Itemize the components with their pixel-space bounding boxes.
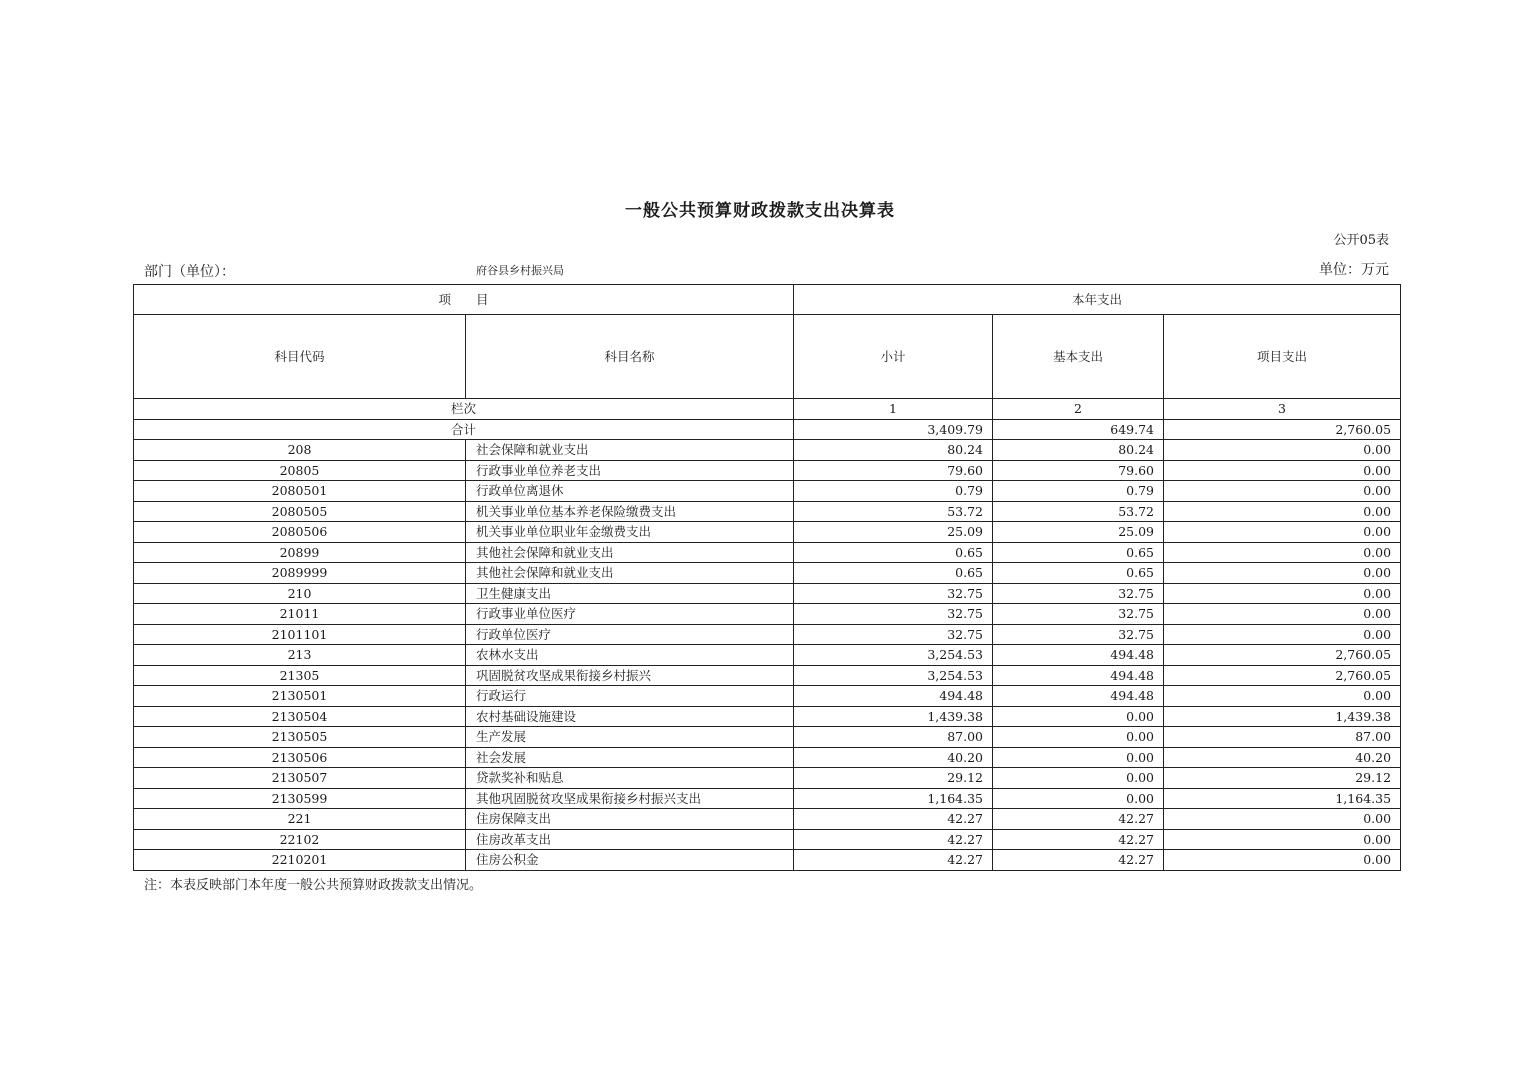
table-row xyxy=(134,583,1401,604)
row-name: 其他巩固脱贫攻坚成果衔接乡村振兴支出 xyxy=(466,788,794,809)
row-subtotal: 494.48 xyxy=(794,686,993,707)
row-project: 0.00 xyxy=(1164,522,1401,543)
table-row xyxy=(134,624,1401,645)
row-project: 0.00 xyxy=(1164,501,1401,522)
header-row-top xyxy=(134,285,1401,315)
table-row xyxy=(134,829,1401,850)
row-project: 0.00 xyxy=(1164,542,1401,563)
row-basic: 0.00 xyxy=(993,768,1164,789)
row-code: 2080505 xyxy=(134,501,466,522)
row-project: 0.00 xyxy=(1164,686,1401,707)
row-name: 住房改革支出 xyxy=(466,829,794,850)
table-row xyxy=(134,747,1401,768)
row-subtotal: 0.79 xyxy=(794,481,993,502)
row-name: 社会发展 xyxy=(466,747,794,768)
row-basic: 25.09 xyxy=(993,522,1164,543)
row-basic: 0.00 xyxy=(993,747,1164,768)
row-basic: 494.48 xyxy=(993,645,1164,666)
row-code: 208 xyxy=(134,440,466,461)
table-row xyxy=(134,522,1401,543)
row-subtotal: 25.09 xyxy=(794,522,993,543)
row-name: 行政单位医疗 xyxy=(466,624,794,645)
total-project: 2,760.05 xyxy=(1164,419,1401,440)
row-subtotal: 3,254.53 xyxy=(794,645,993,666)
column-number-1: 1 xyxy=(794,399,993,420)
column-number-label: 栏次 xyxy=(134,399,794,420)
row-code: 20805 xyxy=(134,460,466,481)
row-project: 1,439.38 xyxy=(1164,706,1401,727)
row-project: 2,760.05 xyxy=(1164,645,1401,666)
header-subtotal: 小计 xyxy=(794,315,993,399)
column-number-3: 3 xyxy=(1164,399,1401,420)
row-subtotal: 32.75 xyxy=(794,624,993,645)
row-basic: 0.00 xyxy=(993,727,1164,748)
row-subtotal: 1,439.38 xyxy=(794,706,993,727)
row-project: 0.00 xyxy=(1164,440,1401,461)
row-subtotal: 32.75 xyxy=(794,583,993,604)
row-name: 生产发展 xyxy=(466,727,794,748)
page-title: 一般公共预算财政拨款支出决算表 xyxy=(625,201,895,221)
row-name: 巩固脱贫攻坚成果衔接乡村振兴 xyxy=(466,665,794,686)
row-project: 0.00 xyxy=(1164,809,1401,830)
row-code: 2080501 xyxy=(134,481,466,502)
row-project: 0.00 xyxy=(1164,850,1401,871)
row-project: 2,760.05 xyxy=(1164,665,1401,686)
row-code: 21305 xyxy=(134,665,466,686)
row-name: 农林水支出 xyxy=(466,645,794,666)
row-name: 卫生健康支出 xyxy=(466,583,794,604)
row-code: 20899 xyxy=(134,542,466,563)
header-name: 科目名称 xyxy=(466,315,794,399)
table-row xyxy=(134,768,1401,789)
row-subtotal: 42.27 xyxy=(794,850,993,871)
row-name: 行政事业单位医疗 xyxy=(466,604,794,625)
table-row xyxy=(134,788,1401,809)
table-row xyxy=(134,645,1401,666)
column-number-2: 2 xyxy=(993,399,1164,420)
header-project: 项目支出 xyxy=(1164,315,1401,399)
table-row xyxy=(134,481,1401,502)
table-row xyxy=(134,563,1401,584)
row-code: 210 xyxy=(134,583,466,604)
row-name: 其他社会保障和就业支出 xyxy=(466,563,794,584)
row-subtotal: 42.27 xyxy=(794,829,993,850)
row-basic: 42.27 xyxy=(993,850,1164,871)
row-subtotal: 29.12 xyxy=(794,768,993,789)
column-number-row xyxy=(134,399,1401,420)
total-subtotal: 3,409.79 xyxy=(794,419,993,440)
row-project: 0.00 xyxy=(1164,460,1401,481)
row-project: 0.00 xyxy=(1164,583,1401,604)
header-current-year: 本年支出 xyxy=(794,285,1401,315)
row-subtotal: 3,254.53 xyxy=(794,665,993,686)
row-basic: 42.27 xyxy=(993,829,1164,850)
row-basic: 0.00 xyxy=(993,788,1164,809)
row-code: 2130506 xyxy=(134,747,466,768)
row-code: 213 xyxy=(134,645,466,666)
row-subtotal: 53.72 xyxy=(794,501,993,522)
row-subtotal: 42.27 xyxy=(794,809,993,830)
row-subtotal: 79.60 xyxy=(794,460,993,481)
row-subtotal: 1,164.35 xyxy=(794,788,993,809)
row-basic: 32.75 xyxy=(993,624,1164,645)
row-code: 2130599 xyxy=(134,788,466,809)
row-project: 0.00 xyxy=(1164,829,1401,850)
row-subtotal: 32.75 xyxy=(794,604,993,625)
footnote: 注：本表反映部门本年度一般公共预算财政拨款支出情况。 xyxy=(144,878,483,893)
header-row-columns xyxy=(134,315,1401,399)
header-item: 项 目 xyxy=(134,285,794,315)
row-project: 87.00 xyxy=(1164,727,1401,748)
table-row xyxy=(134,809,1401,830)
row-basic: 0.00 xyxy=(993,706,1164,727)
table-row xyxy=(134,542,1401,563)
row-basic: 0.79 xyxy=(993,481,1164,502)
table-row xyxy=(134,460,1401,481)
row-project: 1,164.35 xyxy=(1164,788,1401,809)
row-basic: 0.65 xyxy=(993,542,1164,563)
row-name: 住房保障支出 xyxy=(466,809,794,830)
total-basic: 649.74 xyxy=(993,419,1164,440)
unit-label: 单位：万元 xyxy=(1319,262,1389,278)
expenditure-table xyxy=(133,284,1401,871)
row-code: 2130507 xyxy=(134,768,466,789)
row-basic: 494.48 xyxy=(993,686,1164,707)
row-code: 2130504 xyxy=(134,706,466,727)
row-code: 2130505 xyxy=(134,727,466,748)
row-basic: 42.27 xyxy=(993,809,1164,830)
department-label: 部门（单位）： xyxy=(144,264,235,280)
row-project: 0.00 xyxy=(1164,624,1401,645)
row-code: 2089999 xyxy=(134,563,466,584)
row-subtotal: 40.20 xyxy=(794,747,993,768)
department-name: 府谷县乡村振兴局 xyxy=(476,264,564,277)
row-basic: 0.65 xyxy=(993,563,1164,584)
row-project: 0.00 xyxy=(1164,563,1401,584)
row-project: 40.20 xyxy=(1164,747,1401,768)
row-basic: 494.48 xyxy=(993,665,1164,686)
row-project: 0.00 xyxy=(1164,604,1401,625)
row-name: 社会保障和就业支出 xyxy=(466,440,794,461)
total-label: 合计 xyxy=(134,419,794,440)
table-row xyxy=(134,665,1401,686)
table-number: 公开05表 xyxy=(1333,233,1389,248)
row-name: 机关事业单位职业年金缴费支出 xyxy=(466,522,794,543)
row-basic: 32.75 xyxy=(993,583,1164,604)
table-row xyxy=(134,501,1401,522)
row-code: 22102 xyxy=(134,829,466,850)
row-code: 21011 xyxy=(134,604,466,625)
table-row xyxy=(134,850,1401,871)
row-subtotal: 0.65 xyxy=(794,542,993,563)
row-subtotal: 80.24 xyxy=(794,440,993,461)
table-row xyxy=(134,440,1401,461)
row-name: 其他社会保障和就业支出 xyxy=(466,542,794,563)
row-basic: 32.75 xyxy=(993,604,1164,625)
row-basic: 79.60 xyxy=(993,460,1164,481)
row-name: 行政单位离退休 xyxy=(466,481,794,502)
table-row xyxy=(134,604,1401,625)
table-row xyxy=(134,727,1401,748)
row-code: 2101101 xyxy=(134,624,466,645)
row-basic: 80.24 xyxy=(993,440,1164,461)
row-name: 贷款奖补和贴息 xyxy=(466,768,794,789)
row-name: 行政事业单位养老支出 xyxy=(466,460,794,481)
header-basic: 基本支出 xyxy=(993,315,1164,399)
header-code: 科目代码 xyxy=(134,315,466,399)
row-code: 2130501 xyxy=(134,686,466,707)
row-project: 0.00 xyxy=(1164,481,1401,502)
table-row xyxy=(134,686,1401,707)
row-name: 行政运行 xyxy=(466,686,794,707)
row-subtotal: 87.00 xyxy=(794,727,993,748)
row-code: 2080506 xyxy=(134,522,466,543)
table-row xyxy=(134,706,1401,727)
row-name: 农村基础设施建设 xyxy=(466,706,794,727)
row-code: 221 xyxy=(134,809,466,830)
row-code: 2210201 xyxy=(134,850,466,871)
total-row xyxy=(134,419,1401,440)
row-name: 机关事业单位基本养老保险缴费支出 xyxy=(466,501,794,522)
row-subtotal: 0.65 xyxy=(794,563,993,584)
row-project: 29.12 xyxy=(1164,768,1401,789)
row-name: 住房公积金 xyxy=(466,850,794,871)
row-basic: 53.72 xyxy=(993,501,1164,522)
